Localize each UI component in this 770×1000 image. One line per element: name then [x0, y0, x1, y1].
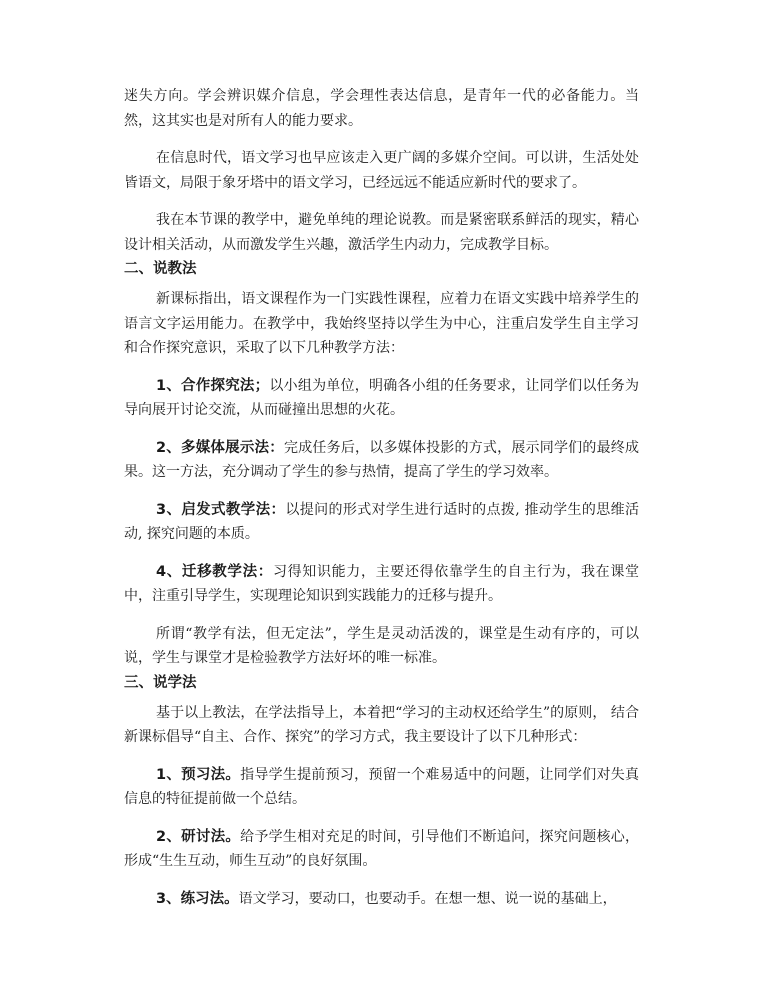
- method-item-title: 3、启发式教学法：: [156, 501, 286, 518]
- section-heading-teaching-methods: 二、说教法: [124, 261, 197, 277]
- method-item-text: 完成任务后，以多媒体投影的方式，展示同学们的最终成果。这一方法，充分调动了学生的参与热情，提高了学生的学习效率。: [124, 439, 640, 480]
- method-item: [124, 560, 639, 609]
- learning-item: [124, 825, 639, 874]
- method-item-title: 2、多媒体展示法：: [156, 439, 284, 456]
- teaching-methods-intro: 新课标指出，语文课程作为一门实践性课程，应着力在语文实践中培养学生的语言文字运用能力。在教学中，我始终坚持以学生为中心，注重启发学生自主学习和合作探究意识，采取了以下几种教学方法：: [124, 291, 639, 356]
- learning-item-text: 语文学习，要动口，也要动手。在想一想、说一说的基础上，: [238, 890, 617, 907]
- intro-paragraph-1: 迷失方向。学会辨识媒介信息，学会理性表达信息，是青年一代的必备能力。当然，这其实也是对所有人的能力要求。: [124, 88, 639, 129]
- method-item-text: 以提问的形式对学生进行适时的点拨, 推动学生的思维活动, 探究问题的本质。: [124, 501, 640, 542]
- method-item-title: 1、合作探究法；: [156, 377, 270, 394]
- learning-item: [124, 887, 639, 912]
- learning-item-text: 指导学生提前预习，预留一个难易适中的问题，让同学们对失真信息的特征提前做一个总结。: [124, 766, 640, 807]
- learning-item-text: 给予学生相对充足的时间，引导他们不断追问，探究问题核心，形成“生生互动，师生互动”的良好氛围。: [124, 828, 640, 869]
- learning-item-title: 1、预习法。: [156, 766, 241, 783]
- method-item: [124, 436, 639, 485]
- method-item-title: 4、迁移教学法：: [156, 563, 273, 580]
- document-page: [124, 84, 639, 911]
- section-heading-learning-methods: 三、说学法: [124, 674, 197, 691]
- method-item: [124, 498, 639, 547]
- teaching-methods-closing: 所谓“教学有法，但无定法”，学生是灵动活泼的，课堂是生动有序的，可以说，学生与课堂才是检验教学方法好坏的唯一标准。: [124, 625, 639, 666]
- intro-paragraph-3: 我在本节课的教学中，避免单纯的理论说教。而是紧密联系鲜活的现实，精心设计相关活动，从而激发学生兴趣，激活学生内动力，完成教学目标。: [124, 212, 639, 253]
- learning-item-title: 2、研讨法。: [156, 828, 241, 845]
- method-item-text: 习得知识能力，主要还得依靠学生的自主行为，我在课堂中，注重引导学生，实现理论知识到实践能力的迁移与提升。: [124, 563, 640, 604]
- learning-item: [124, 763, 639, 812]
- learning-methods-intro: 基于以上教法，在学法指导上，本着把“学习的主动权还给学生”的原则， 结合新课标倡导“自主、合作、探究”的学习方式，我主要设计了以下几种形式：: [124, 704, 639, 745]
- method-item: [124, 374, 639, 423]
- intro-paragraph-2: 在信息时代，语文学习也早应该走入更广阔的多媒介空间。可以讲，生活处处皆语文，局限于象牙塔中的语文学习，已经远远不能适应新时代的要求了。: [124, 150, 639, 191]
- method-item-text: 以小组为单位，明确各小组的任务要求，让同学们以任务为导向展开讨论交流，从而碰撞出思想的火花。: [124, 377, 640, 418]
- learning-item-title: 3、练习法。: [156, 890, 239, 907]
